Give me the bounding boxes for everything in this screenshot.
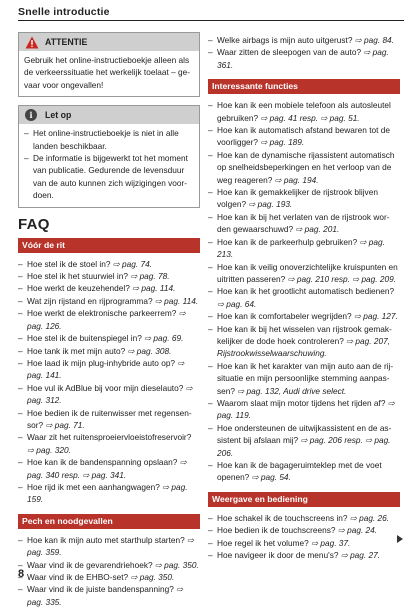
faq-question: Waar vind ik de gevarendriehoek? bbox=[27, 559, 155, 570]
page-reference: ⇨ pag. 27. bbox=[340, 550, 381, 561]
page-reference: ⇨ pag. 54. bbox=[251, 472, 291, 483]
page-reference: ⇨ pag. 127. bbox=[353, 311, 398, 322]
warning-triangle-icon bbox=[25, 36, 39, 49]
faq-question: Hoe kan ik de bandenspanning opslaan? bbox=[27, 457, 180, 468]
right-top-list bbox=[208, 34, 400, 71]
faq-item bbox=[18, 559, 200, 571]
faq-item bbox=[18, 382, 200, 407]
page-reference: ⇨ pag. 78. bbox=[130, 271, 170, 282]
faq-list bbox=[18, 534, 200, 608]
faq-question: Wat zijn rijstand en rijprogramma? bbox=[27, 295, 155, 306]
page-reference: ⇨ pag. 71. bbox=[45, 419, 85, 430]
faq-question: Hoe kan ik mijn auto met starthulp starten? bbox=[27, 534, 188, 545]
warning-text: Gebruik het online-instructieboekje alleen als de verkeerssituatie het werkelijk toelaat – gevaar voor ongevallen! bbox=[24, 55, 191, 90]
faq-item bbox=[208, 397, 400, 422]
faq-item bbox=[208, 236, 400, 261]
page-reference: ⇨ pag. 119. bbox=[217, 397, 395, 421]
faq-question: Waar vind ik de EHBO-set? bbox=[27, 572, 131, 582]
page-reference: ⇨ pag. 210 resp. ⇨ pag. 209. bbox=[287, 273, 397, 284]
faq-question: Hoe kan ik bij het verlaten van de rijstrook worden gewaarschuwd? bbox=[217, 211, 390, 235]
faq-question: Hoe kan ik het grootlicht automatisch bedienen? bbox=[217, 286, 395, 297]
left-column bbox=[18, 32, 200, 616]
page-reference: ⇨ pag. 206 resp. ⇨ pag. 206. bbox=[217, 435, 391, 458]
page-reference: ⇨ pag. 194. bbox=[274, 174, 319, 185]
faq-question: Hoe tank ik met mijn auto? bbox=[27, 345, 128, 356]
faq-item bbox=[18, 270, 200, 282]
faq-question: Hoe kan ik de parkeerhulp gebruiken? bbox=[217, 236, 360, 247]
page-reference: ⇨ pag. 26. bbox=[349, 512, 390, 523]
faq-question: Waar zitten de sleepogen van de auto? bbox=[217, 47, 364, 58]
faq-item bbox=[18, 431, 200, 456]
faq-item bbox=[208, 211, 400, 236]
right-sections bbox=[208, 79, 400, 561]
header-rule bbox=[18, 20, 404, 21]
faq-item bbox=[18, 481, 200, 506]
page-reference: ⇨ pag. 24. bbox=[337, 525, 378, 536]
faq-item bbox=[208, 261, 400, 286]
page-reference: ⇨ pag. 41 resp. ⇨ pag. 51. bbox=[260, 112, 360, 123]
faq-item bbox=[208, 537, 400, 549]
faq-question: Hoe rijd ik met een aanhangwagen? bbox=[27, 481, 163, 492]
faq-item bbox=[208, 323, 400, 360]
faq-question: Waar zit het ruitensproeiervloeistofreservoir? bbox=[27, 432, 192, 443]
faq-item bbox=[208, 285, 400, 310]
faq-item bbox=[208, 34, 400, 46]
page-reference: ⇨ pag. 207, Rijstrookwisselwaarschuwing. bbox=[217, 335, 391, 359]
faq-list bbox=[18, 258, 200, 506]
page-reference: ⇨ pag. 320. bbox=[27, 444, 71, 455]
faq-item bbox=[18, 534, 200, 559]
page-reference: ⇨ pag. 189. bbox=[260, 137, 305, 148]
faq-question: Hoe schakel ik de touchscreens in? bbox=[217, 512, 350, 523]
faq-question: Hoe stel ik het stuurwiel in? bbox=[27, 271, 131, 282]
page-reference: ⇨ pag. 159. bbox=[27, 481, 188, 505]
faq-question: Hoe stel ik de buitenspiegel in? bbox=[27, 333, 145, 344]
page-reference: ⇨ pag. 64. bbox=[217, 298, 257, 309]
faq-question: Hoe navigeer ik door de menu's? bbox=[217, 550, 341, 561]
faq-question: Waarom slaat mijn motor tijdens het rijden af? bbox=[217, 397, 388, 408]
faq-item bbox=[208, 149, 400, 186]
faq-question: Hoe bedien ik de touchscreens? bbox=[217, 525, 338, 536]
page-reference: ⇨ pag. 141. bbox=[27, 357, 185, 381]
page-reference: ⇨ pag. 312. bbox=[27, 382, 193, 406]
faq-item bbox=[208, 186, 400, 211]
faq-item bbox=[208, 512, 400, 524]
faq-question: Hoe ondersteunen de uitwijkassistent en de assistent bij afslaan mij? bbox=[217, 422, 392, 446]
faq-item bbox=[208, 549, 400, 561]
warning-title: ATTENTIE bbox=[45, 36, 88, 47]
info-icon: i bbox=[25, 109, 37, 121]
faq-list bbox=[208, 99, 400, 484]
section-heading: Pech en noodgevallen bbox=[18, 514, 200, 529]
faq-question: Waar vind ik de juiste bandenspanning? bbox=[27, 584, 177, 595]
faq-item bbox=[208, 360, 400, 397]
page-reference: ⇨ pag. 308. bbox=[127, 345, 172, 356]
page-reference: ⇨ pag. 37. bbox=[311, 537, 351, 548]
faq-question: Hoe regel ik het volume? bbox=[217, 537, 312, 548]
page-reference: ⇨ pag. 114. bbox=[132, 283, 176, 294]
faq-item bbox=[18, 258, 200, 270]
faq-item bbox=[208, 459, 400, 484]
faq-question: Hoe laad ik mijn plug-inhybride auto op? bbox=[27, 357, 178, 368]
faq-question: Hoe kan ik bij het wisselen van rijstrook gemakkelijker de dode hoek controleren? bbox=[217, 323, 392, 346]
page-reference: ⇨ pag. 340 resp. ⇨ pag. 341. bbox=[27, 457, 187, 480]
faq-list bbox=[208, 512, 400, 562]
page-reference: ⇨ pag. 359. bbox=[27, 534, 194, 558]
page-reference: ⇨ pag. 335. bbox=[27, 584, 184, 607]
page-reference: ⇨ pag. 132, Audi drive select. bbox=[237, 385, 347, 396]
faq-question: Hoe kan ik veilig onoverzichtelijke kruispunten en uitritten passeren? bbox=[217, 261, 398, 284]
page-reference: ⇨ pag. 213. bbox=[217, 236, 385, 260]
faq-item bbox=[18, 345, 200, 357]
page-reference: ⇨ pag. 114. bbox=[154, 295, 199, 306]
faq-item bbox=[208, 46, 400, 71]
page-reference: ⇨ pag. 126. bbox=[27, 308, 186, 331]
faq-item bbox=[18, 456, 200, 481]
faq-question: Welke airbags is mijn auto uitgerust? bbox=[217, 35, 355, 45]
faq-question: Hoe kan ik een mobiele telefoon als autosleutel gebruiken? bbox=[217, 100, 391, 123]
faq-item bbox=[208, 422, 400, 459]
faq-item bbox=[18, 307, 200, 332]
faq-item bbox=[18, 295, 200, 307]
faq-item bbox=[18, 571, 200, 583]
page-reference: ⇨ pag. 74. bbox=[112, 258, 153, 269]
page-reference: ⇨ pag. 84. bbox=[354, 35, 394, 45]
faq-question: Hoe vul ik AdBlue bij voor mijn dieselauto? bbox=[27, 382, 186, 393]
faq-item bbox=[208, 524, 400, 536]
note-item: – Het online-instructieboekje is niet in alle landen beschikbaar. bbox=[24, 127, 194, 152]
note-title: Let op bbox=[45, 110, 72, 121]
faq-item bbox=[208, 124, 400, 149]
faq-question: Hoe kan ik de bagageruimteklep met de voet openen? bbox=[217, 460, 382, 483]
page-reference: ⇨ pag. 350. bbox=[154, 559, 199, 570]
faq-item bbox=[208, 99, 400, 124]
faq-item bbox=[18, 282, 200, 294]
next-page-arrow-icon bbox=[397, 535, 403, 543]
faq-item bbox=[18, 332, 200, 344]
faq-item bbox=[18, 407, 200, 432]
faq-item bbox=[18, 583, 200, 608]
note-list bbox=[24, 127, 194, 201]
section-heading: Weergave en bediening bbox=[208, 492, 400, 507]
faq-item bbox=[208, 310, 400, 322]
faq-question: Hoe bedien ik de ruitenwisser met regensensor? bbox=[27, 407, 192, 430]
faq-question: Hoe stel ik de stoel in? bbox=[27, 258, 113, 269]
warning-box bbox=[18, 32, 200, 97]
faq-question: Hoe werkt de elektronische parkeerrem? bbox=[27, 308, 179, 319]
note-item: – De informatie is bijgewerkt tot het moment van publicatie. Gedurende de levensduur van de auto kunnen zich wijzigingen voordoen. bbox=[24, 152, 194, 202]
faq-question: Hoe kan ik het karakter van mijn auto aan de rijsituatie en mijn persoonlijke stemming aanpassen? bbox=[217, 360, 394, 396]
faq-question: Hoe kan de dynamische rijassistent automatisch op snelheidsbeperkingen en het verloop van de weg reageren? bbox=[217, 149, 395, 185]
section-heading: Vóór de rit bbox=[18, 238, 200, 253]
section-heading: Interessante functies bbox=[208, 79, 400, 94]
faq-question: Hoe kan ik automatisch afstand bewaren tot de voorligger? bbox=[217, 125, 390, 148]
faq-title: FAQ bbox=[18, 215, 50, 233]
page-reference: ⇨ pag. 69. bbox=[144, 333, 184, 344]
page-reference: ⇨ pag. 201. bbox=[295, 224, 340, 235]
page-header: Snelle introductie bbox=[18, 6, 110, 18]
left-sections bbox=[18, 238, 200, 609]
right-column bbox=[208, 34, 400, 569]
page-reference: ⇨ pag. 350. bbox=[130, 572, 175, 582]
faq-question: Hoe kan ik gemakkelijker de rijstrook blijven volgen? bbox=[217, 187, 378, 210]
faq-question: Hoe kan ik comfortabeler wegrijden? bbox=[217, 311, 354, 322]
page-number: 8 bbox=[18, 568, 25, 580]
faq-question: Hoe werkt de keuzehendel? bbox=[27, 283, 133, 294]
page-reference: ⇨ pag. 361. bbox=[217, 47, 389, 70]
faq-item bbox=[18, 357, 200, 382]
note-box bbox=[18, 105, 200, 207]
page-reference: ⇨ pag. 193. bbox=[248, 199, 293, 210]
